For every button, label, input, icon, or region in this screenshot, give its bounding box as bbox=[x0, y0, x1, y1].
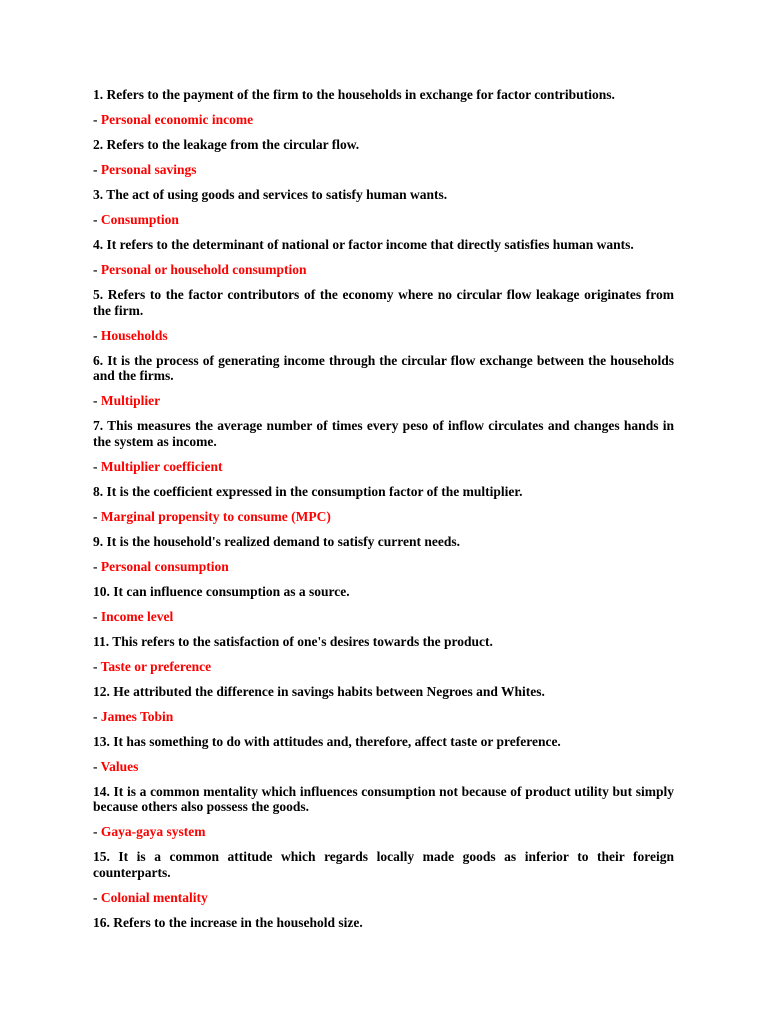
question-16: 16. Refers to the increase in the household size. bbox=[93, 914, 363, 930]
answer-5: - Households bbox=[93, 327, 168, 343]
question-11: 11. This refers to the satisfaction of one's desires towards the product. bbox=[93, 633, 493, 649]
question-4: 4. It refers to the determinant of national or factor income that directly satisfies human wants. bbox=[93, 237, 634, 252]
question-13: 13. It has something to do with attitudes and, therefore, affect taste or preference. bbox=[93, 733, 561, 749]
question-8: 8. It is the coefficient expressed in the consumption factor of the multiplier. bbox=[93, 483, 523, 499]
answer-8: - Marginal propensity to consume (MPC) bbox=[93, 508, 331, 524]
answer-13: - Values bbox=[93, 758, 139, 774]
answer-12-text: James Tobin bbox=[100, 708, 174, 724]
answer-8-text: Marginal propensity to consume (MPC) bbox=[100, 508, 331, 524]
question-2: 2. Refers to the leakage from the circular flow. bbox=[93, 137, 360, 152]
question-7: 7. This measures the average number of times every peso of inflow circulates and changes hands in the system as income. bbox=[93, 418, 674, 449]
answer-7: - Multiplier coefficient bbox=[93, 458, 223, 474]
question-10: 10. It can influence consumption as a source. bbox=[93, 583, 350, 599]
document-page bbox=[93, 87, 674, 930]
answer-6: - Multiplier bbox=[93, 393, 161, 408]
question-3: 3. The act of using goods and services to satisfy human wants. bbox=[93, 187, 448, 202]
answer-13-text: Values bbox=[100, 758, 139, 774]
answer-9: - Personal consumption bbox=[93, 558, 229, 574]
answer-9-text: Personal consumption bbox=[100, 558, 229, 574]
answer-5-text: Households bbox=[100, 327, 168, 343]
answer-4: - Personal or household consumption bbox=[93, 262, 307, 277]
answer-1-text: Personal economic income bbox=[100, 112, 254, 127]
answer-10-text: Income level bbox=[100, 608, 174, 624]
answer-10: - Income level bbox=[93, 608, 174, 624]
answer-15-text: Colonial mentality bbox=[100, 889, 208, 905]
answer-7-text: Multiplier coefficient bbox=[100, 458, 223, 474]
question-15: 15. It is a common attitude which regards locally made goods as inferior to their foreign counterparts. bbox=[93, 849, 674, 880]
question-9: 9. It is the household's realized demand to satisfy current needs. bbox=[93, 533, 461, 549]
answer-2-text: Personal savings bbox=[100, 162, 197, 177]
answer-14-text: Gaya-gaya system bbox=[100, 824, 206, 839]
answer-12: - James Tobin bbox=[93, 708, 174, 724]
answer-1: - Personal economic income bbox=[93, 112, 254, 127]
answer-11-text: Taste or preference bbox=[100, 658, 212, 674]
answer-11: - Taste or preference bbox=[93, 658, 212, 674]
answer-3-text: Consumption bbox=[100, 212, 179, 227]
question-1: 1. Refers to the payment of the firm to the households in exchange for factor contributions. bbox=[93, 87, 615, 102]
question-6: 6. It is the process of generating income through the circular flow exchange between the households and the firms. bbox=[93, 352, 674, 383]
answer-15: - Colonial mentality bbox=[93, 889, 208, 905]
question-14: 14. It is a common mentality which influences consumption not because of product utility but simply because others also possess the goods. bbox=[93, 783, 674, 814]
question-5: 5. Refers to the factor contributors of the economy where no circular flow leakage originates from the firm. bbox=[93, 287, 674, 318]
question-12: 12. He attributed the difference in savings habits between Negroes and Whites. bbox=[93, 683, 545, 699]
answer-3: - Consumption bbox=[93, 212, 179, 227]
answer-6-text: Multiplier bbox=[100, 393, 161, 408]
answer-2: - Personal savings bbox=[93, 162, 197, 177]
answer-14: - Gaya-gaya system bbox=[93, 824, 206, 839]
answer-4-text: Personal or household consumption bbox=[100, 262, 307, 277]
